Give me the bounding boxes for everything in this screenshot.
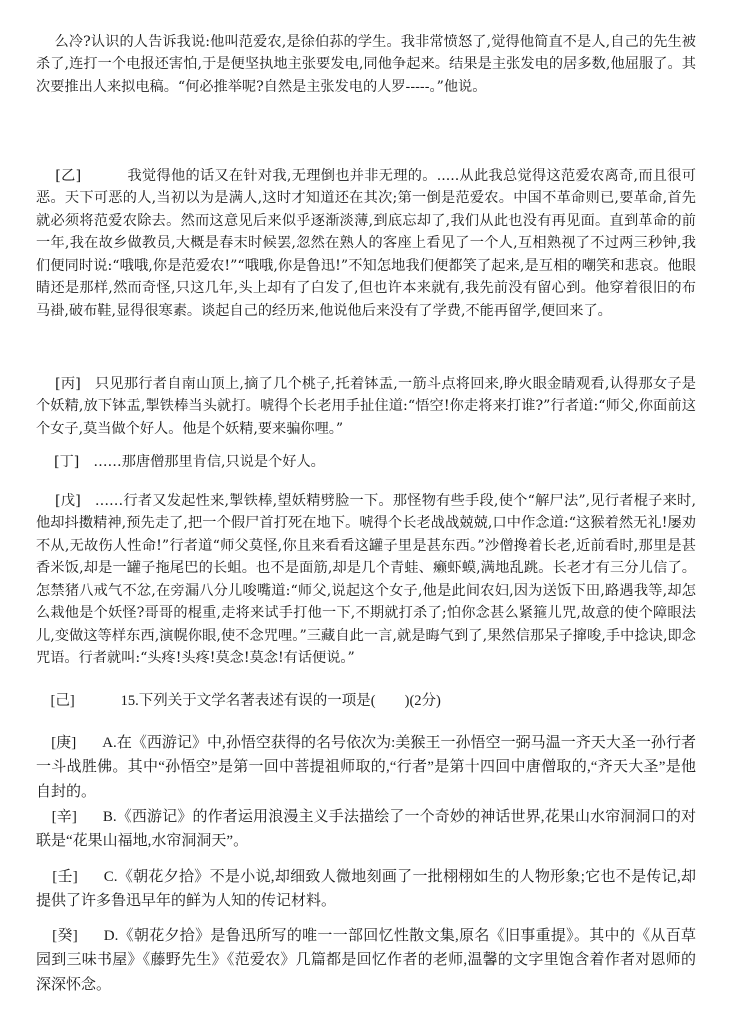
option-text: D.《朝花夕拾》是鲁迅所写的唯一一部回忆性散文集,原名《旧事重提》。其中的《从百草园到三味书屋》《藤野先生》《范爱农》几篇都是回忆作者的老师,温馨的文字里饱含着作者对恩师的深深怀念。	[36, 927, 696, 993]
paragraph-continuation	[36, 8, 696, 121]
option-text: C.《朝花夕拾》不是小说,却细致人微地刻画了一批栩栩如生的人物形象;它也不是传记,却提供了许多鲁迅早年的鲜为人知的传记材料。	[36, 868, 697, 909]
paragraph-wu	[36, 467, 696, 692]
paragraph-marker: [己]	[50, 692, 75, 709]
option-text: B.《西游记》的作者运用浪漫主义手法描绘了一个奇妙的神话世界,花果山水帘洞洞口的对联是“花果山福地,水帘洞洞天”。	[36, 808, 696, 849]
paragraph-text: 只见那行者自南山顶上,摘了几个桃子,托着钵盂,一筋斗点将回来,睁火眼金睛观看,认得那女子是个妖精,放下钵盂,掣铁棒当头就打。唬得个长老用手扯住道:“悟空!你走将来打谁?”行者道:“师父,你面前这个女子,莫当做个好人。他是个妖精,要来骗你哩。”	[36, 375, 696, 437]
paragraph-text: 么冷?认识的人告诉我说:他叫范爱农,是徐伯荪的学生。我非常愤怒了,觉得他简直不是人,自己的先生被杀了,连打一个电报还害怕,于是便坚执地主张要发电,同他争起来。结果是主张发电的居多数,他屈服了。其次要推出人来拟电稿。“何必推举呢?自然是主张发电的人罗-----。”他说。	[36, 33, 696, 95]
paragraph-marker: [壬]	[52, 868, 78, 885]
option-text: A.在《西游记》中,孙悟空获得的名号依次为:美猴王一孙悟空一弼马温一齐天大圣一孙行者一斗战胜佛。其中“孙悟空”是第一回中菩提祖师取的,“行者”是第十四回中唐僧取的,“齐天大圣”是他自封的。	[36, 734, 696, 800]
paragraph-text: ……行者又发起性来,掣铁棒,望妖精劈脸一下。那怪物有些手段,使个“解尸法”,见行者棍子来时,他却抖擞精神,预先走了,把一个假尸首打死在地下。唬得个长老战战兢兢,口中作念道:“这猴着然无礼!屡劝不从,无故伤人性命!”行者道“师父莫怪,你且来看看这罐子里是甚东西。”沙僧搀着长老,近前看时,那里是甚香米饭,却是一罐子拖尾巴的长蛆。也不是面筋,却是几个青蛙、癞虾蟆,满地乱跳。长老才有三分儿信了。怎禁猪八戒气不忿,在旁漏八分儿唆嘴道:“师父,说起这个女子,他是此间农妇,因为送饭下田,路遇我等,却怎么栽他是个妖怪?哥哥的棍重,走将来试手打他一下,不期就打杀了;怕你念甚么紧箍儿咒,故意的使个障眼法儿,变做这等样东西,演幌你眼,使不念咒哩。”三藏自此一言,就是晦气到了,果然信那呆子撺唆,手中捻诀,即念咒语。行者就叫:“头疼!头疼!莫念!莫念!有话便说。”	[36, 492, 696, 666]
paragraph-yi	[36, 142, 696, 345]
paragraph-marker: [戊]	[55, 492, 81, 509]
option-d	[36, 899, 696, 1022]
paragraph-marker: [丙]	[55, 375, 81, 392]
question-text: 15.下列关于文学名著表述有误的一项是( )(2分)	[120, 692, 441, 709]
paragraph-text: 我觉得他的话又在针对我,无理倒也并非无理的。.....从此我总觉得这范爱农离奇,而且很可恶。天下可恶的人,当初以为是满人,这时才知道还在其次;第一倒是范爱农。中国不革命则已,要革命,首先就必须将范爱农除去。然而这意见后来似乎逐渐淡薄,到底忘却了,我们从此也没有再见面。直到革命的前一年,我在故乡做教员,大概是春末时候罢,忽然在熟人的客座上看见了一个人,互相熟视了不过两三秒钟,我们便同时说:“哦哦,你是范爱农!”“哦哦,你是鲁迅!”不知怎地我们便都笑了起来,是互相的嘲笑和悲哀。他眼睛还是那样,然而奇怪,只这几年,头上却有了白发了,但也许本来就有,我先前没有留心到。他穿着很旧的布马褂,破布鞋,显得很寒素。谈起自己的经历来,他说他后来没有了学费,不能再留学,便回来了。	[36, 167, 696, 319]
paragraph-marker: [癸]	[52, 927, 78, 944]
paragraph-marker: [乙]	[55, 167, 82, 184]
paragraph-marker: [庚]	[51, 734, 77, 751]
paragraph-text: ……那唐僧那里肯信,只说是个好人。	[93, 453, 325, 470]
paragraph-marker: [辛]	[51, 808, 77, 825]
paragraph-marker: [丁]	[54, 453, 80, 470]
